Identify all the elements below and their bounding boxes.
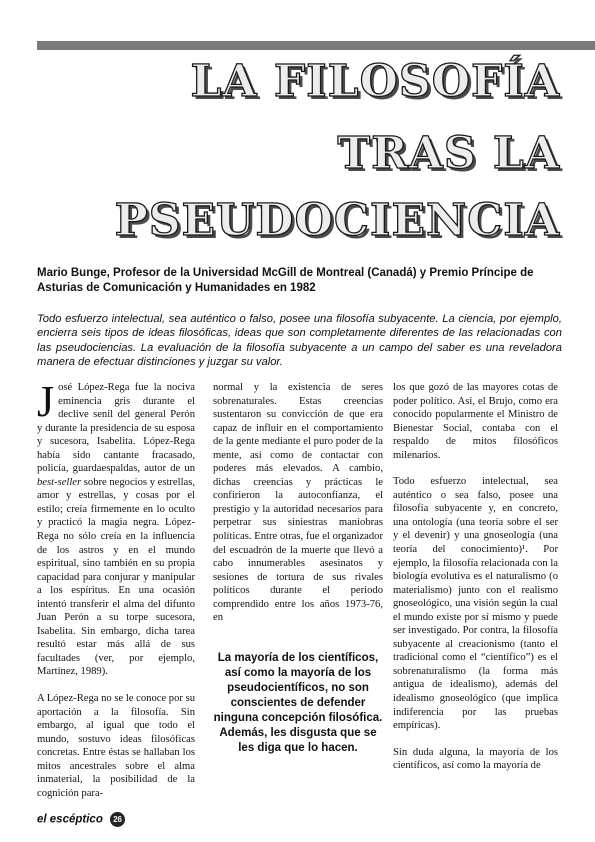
body-paragraph: los que gozó de las mayores cotas de poder político. Así, el Brujo, como era conocido popularmente el Ministro de Bienestar Social, contaba con el respaldo de mitos filosóficos milenarios. — [393, 382, 558, 461]
magazine-name: el escéptico — [37, 813, 103, 826]
body-text: sobre negocios y estrellas, amor y estrellas, y cosas por el estilo; creía firmemente en lo oculto y practicó la magia negra. López-Rega no sólo creía en la influencia de los astros y en el mundo espiritual, sino también en su propia capacidad para conjurar y manipular a los espíritus. En una ocasión intentó transferir el alma del difunto Juan Perón a su torpe sucesora, Isabelita. Sin embargo, dicha tarea resultó estar más allá de sus facultades (ver, por ejemplo, Martínez, 1989). — [37, 476, 195, 678]
body-column-3 — [393, 381, 558, 786]
body-column-2 — [213, 381, 383, 638]
article-title-line-1: LA FILOSOFÍA — [190, 56, 560, 107]
article-abstract: Todo esfuerzo intelectual, sea auténtico o falso, posee una filosofía subyacente. La ciencia, por ejemplo, encierra seis tipos de ideas filosóficas, ideas que son completamente diferentes de las relacionadas con las pseudociencias. La evaluación de la filosofía subyacente a un campo del saber es una reveladora manera de efectuar distinciones y juzgar su valor. — [37, 313, 562, 368]
drop-cap: J — [37, 377, 55, 426]
body-paragraph: Sin duda alguna, la mayoría de los científicos, así como la mayoría de — [393, 746, 558, 772]
body-paragraph: A López-Rega no se le conoce por su aportación a la filosofía. Sin embargo, al igual que todo el mundo, sostuvo ideas filosóficas concretas. Entre éstas se hallaban los mitos ancestrales sobre el alma inmaterial, la posibilidad de la cognición para- — [37, 693, 195, 799]
body-paragraph: Todo esfuerzo intelectual, sea auténtico o sea falso, posee una filosofía subyacente y, en concreto, una ontología (una teoría sobre el ser y el devenir) y una gnoseología (una teoría del conocimiento)¹. Por ejemplo, la filosofía relacionada con la biología evolutiva es el naturalismo (o materialismo) junto con el realismo gnoseológico, una visión según la cual el mundo existe por sí mismo y puede ser investigado. Por contra, la filosofía subyacente al creacionismo (tanto el tradicional como el “científico”) es el sobrenaturalismo (la forma más antigua de idealismo), además del idealismo gnoseológico (que implica indiferencia por las pruebas empíricas). — [393, 476, 558, 732]
body-paragraph: normal y la existencia de seres sobrenaturales. Estas creencias sustentaron su convicción de que era capaz de influir en el comportamiento de la gente mediante el puro poder de la mente, así como de contactar con poderes más elevados. A cambio, dichas creencias y prácticas le confirieron la autoconfianza, el prestigio y la autoridad necesarios para perpetrar sus siniestras maniobras políticas. Entre otras, fue el organizador del escuadrón de la muerte que llevó a cabo innumerables asesinatos y sesiones de tortura de sus rivales políticos durante el periodo comprendido entre los años 1973-76, en — [213, 382, 383, 624]
body-paragraph — [37, 377, 195, 679]
page-footer — [37, 812, 125, 827]
pull-quote: La mayoría de los científicos, así como la mayoría de los pseudocientíficos, no son conscientes de defender ninguna concepción filosófica. Además, les disgusta que se les diga que lo hacen. — [213, 652, 383, 754]
body-text: osé López-Rega fue la nociva eminencia gris durante el declive senil del general Perón y durante la presidencia de su esposa y sucesora, Isabelita. López-Rega había sido cantante fracasado, policía, guardaespaldas, autor de un — [37, 382, 195, 475]
article-title-line-3: PSEUDOCIENCIA — [114, 195, 560, 246]
page-number: 26 — [110, 812, 125, 827]
article-title-line-2: TRAS LA — [337, 128, 560, 179]
header-rule — [37, 41, 595, 50]
body-italic-text: best-seller — [37, 476, 82, 488]
body-column-1 — [37, 377, 195, 813]
author-byline: Mario Bunge, Profesor de la Universidad McGill de Montreal (Canadá) y Premio Príncipe de Asturias de Comunicación y Humanidades en 1982 — [37, 267, 534, 294]
